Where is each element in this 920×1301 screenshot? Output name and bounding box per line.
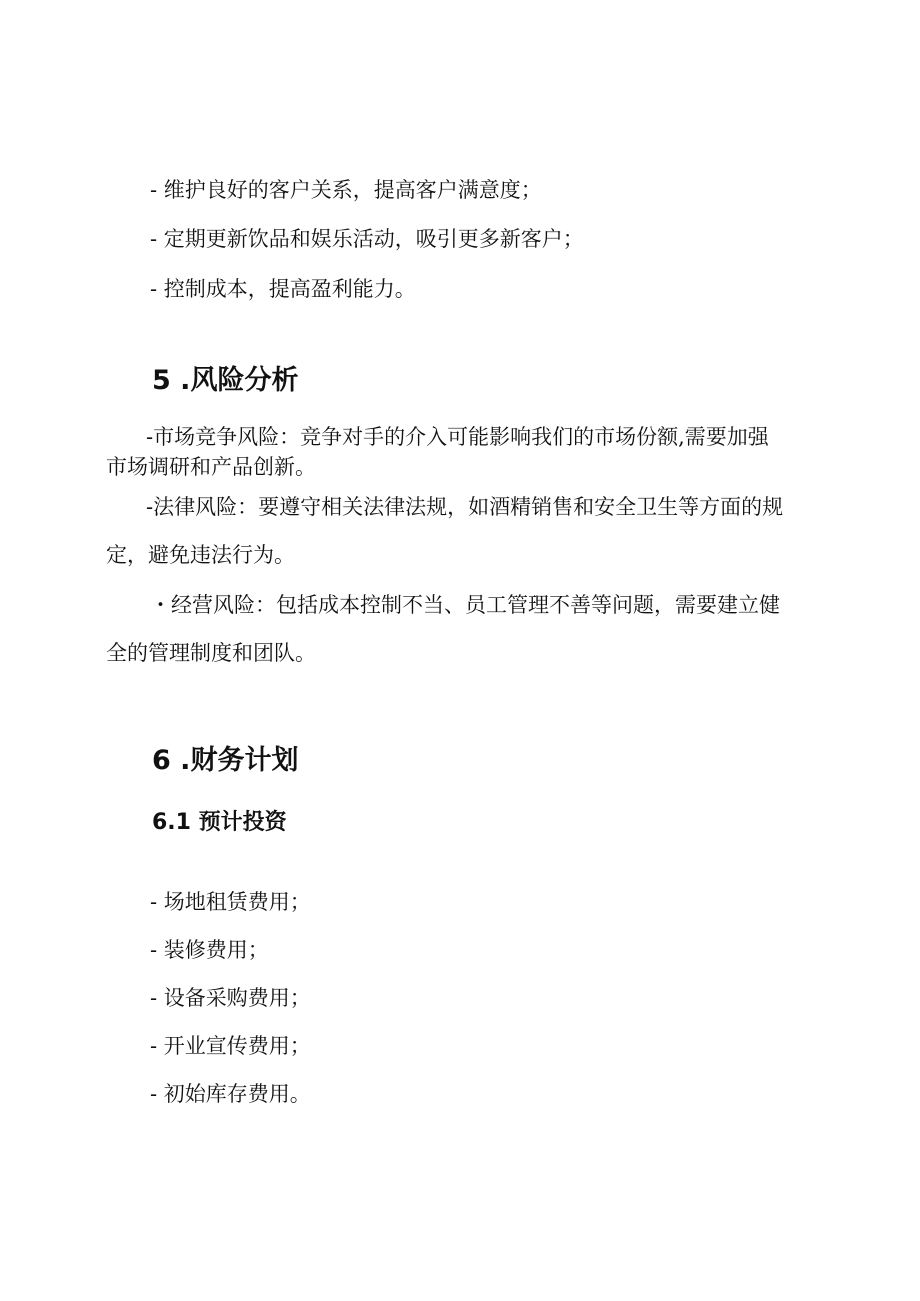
subsection-heading: 6.1 预计投资 xyxy=(152,810,287,835)
section-heading: 5 .风险分析 xyxy=(152,365,299,396)
paragraph-line: -法律风险：要遵守相关法律法规，如酒精销售和安全卫生等方面的规 xyxy=(146,495,784,519)
paragraph-line: ・经营风险：包括成本控制不当、员工管理不善等问题，需要建立健 xyxy=(150,593,780,617)
list-item: - 定期更新饮品和娱乐活动，吸引更多新客户； xyxy=(150,227,584,251)
paragraph-line: -市场竞争风险：竞争对手的介入可能影响我们的市场份额,需要加强 xyxy=(146,425,769,449)
list-item: - 控制成本，提高盈利能力。 xyxy=(150,277,416,301)
list-item: - 维护良好的客户关系，提高客户满意度； xyxy=(150,178,542,202)
paragraph-line: 定，避免违法行为。 xyxy=(106,543,295,567)
section-heading: 6 .财务计划 xyxy=(152,745,299,776)
list-item: - 场地租赁费用； xyxy=(150,890,311,914)
list-item: - 装修费用； xyxy=(150,938,269,962)
paragraph-line: 全的管理制度和团队。 xyxy=(106,641,316,665)
list-item: - 初始库存费用。 xyxy=(150,1082,311,1106)
list-item: - 设备采购费用； xyxy=(150,986,311,1010)
paragraph-line: 市场调研和产品创新。 xyxy=(106,455,316,479)
list-item: - 开业宣传费用； xyxy=(150,1034,311,1058)
